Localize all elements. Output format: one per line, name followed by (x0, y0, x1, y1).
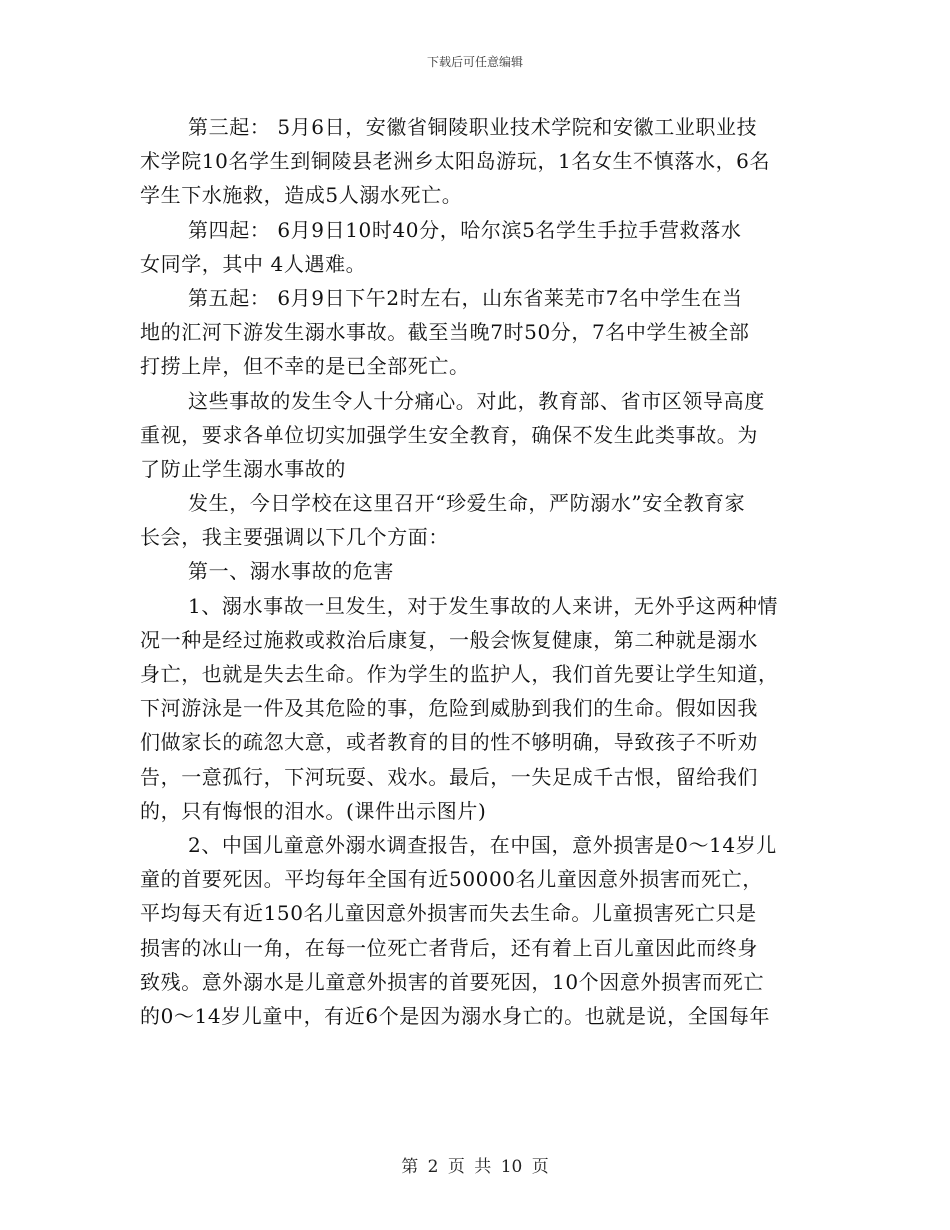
page-header: 下载后可任意编辑 (426, 55, 523, 69)
text-line: 第五起： 6月9日下午2时左右，山东省莱芜市7名中学生在当 (188, 285, 743, 310)
text-line: 1、溺水事故一旦发生，对于发生事故的人来讲，无外乎这两种情 (188, 593, 779, 618)
text-line: 平均每天有近150名儿童因意外损害而失去生命。儿童损害死亡只是 (140, 901, 757, 926)
text-line: 下河游泳是一件及其危险的事，危险到威胁到我们的生命。假如因我 (140, 696, 758, 721)
text-line: 童的首要死因。平均每年全国有近50000名儿童因意外损害而死亡， (140, 867, 763, 892)
text-line: 的，只有悔恨的泪水。(课件出示图片) (140, 798, 487, 823)
text-line: 发生，今日学校在这里召开“珍爱生命，严防溺水”安全教育家 (188, 491, 746, 516)
text-line: 的0～14岁儿童中，有近6个是因为溺水身亡的。也就是说，全国每年 (140, 1003, 771, 1028)
text-line: 这些事故的发生令人十分痛心。对此，教育部、省市区领导高度 (188, 388, 765, 413)
text-line: 女同学，其中 4人遇难。 (140, 251, 367, 276)
text-line: 重视，要求各单位切实加强学生安全教育，确保不发生此类事故。为 (140, 422, 758, 447)
text-line: 身亡，也就是失去生命。作为学生的监护人，我们首先要让学生知道， (140, 662, 779, 686)
text-line: 地的汇河下游发生溺水事故。截至当晚7时50分，7名中学生被全部 (140, 320, 750, 345)
text-line: 第三起： 5月6日，安徽省铜陵职业技术学院和安徽工业职业技 (188, 115, 758, 139)
page-footer: 第 2 页 共 10 页 (401, 1157, 549, 1177)
text-line: 术学院10名学生到铜陵县老洲乡太阳岛游玩，1名女生不慎落水，6名 (140, 149, 771, 174)
text-line: 致残。意外溺水是儿童意外损害的首要死因，10个因意外损害而死亡 (140, 969, 765, 994)
text-line: 第一、溺水事故的危害 (188, 559, 394, 584)
text-line: 了防止学生溺水事故的 (140, 456, 346, 481)
text-line: 长会，我主要强调以下几个方面： (140, 525, 449, 550)
text-line: 们做家长的疏忽大意，或者教育的目的性不够明确，导致孩子不听劝 (140, 730, 758, 755)
text-line: 学生下水施救，造成5人溺水死亡。 (140, 183, 463, 208)
text-line: 2、中国儿童意外溺水调查报告，在中国，意外损害是0～14岁儿 (188, 832, 777, 857)
text-line: 打捞上岸，但不幸的是已全部死亡。 (140, 354, 470, 379)
text-line: 损害的冰山一角，在每一位死亡者背后，还有着上百儿童因此而终身 (140, 935, 758, 960)
text-line: 第四起： 6月9日10时40分，哈尔滨5名学生手拉手营救落水 (188, 217, 742, 242)
text-line: 告，一意孤行，下河玩耍、戏水。最后，一失足成千古恨，留给我们 (140, 764, 758, 789)
document-body (140, 110, 810, 1033)
text-line: 况一种是经过施救或救治后康复，一般会恢复健康，第二种就是溺水 (140, 627, 758, 652)
